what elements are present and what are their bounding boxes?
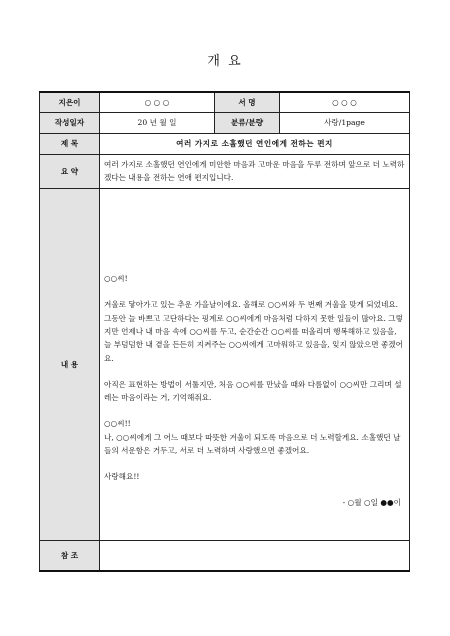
notes-value — [100, 540, 410, 571]
category-label: 분류/분량 — [215, 112, 280, 133]
subject-label: 제 목 — [40, 133, 100, 154]
author-row — [40, 92, 410, 112]
summary-value: 여러 가지로 소홀했던 연인에게 미안한 마음과 고마운 마음을 두루 전하며 앞으로 더 노력하겠다는 내용을 전하는 연애 편지입니다. — [100, 154, 410, 188]
signature-label: 서 명 — [215, 92, 280, 112]
letter-paragraph-3-head: ○○씨!! — [104, 419, 131, 429]
subject-row — [40, 133, 410, 154]
letter-closing: 사랑해요!! — [104, 472, 140, 482]
author-label: 지은이 — [40, 92, 100, 112]
letter-signoff: - ○월 ○일 ●●이 — [342, 497, 401, 507]
notes-row — [40, 540, 410, 571]
letter-paragraph-2: 아직은 표현하는 방법이 서툴지만, 처음 ○○씨를 만났을 때와 다름없이 ○○씨만 그리며 설레는 마음이라는 거, 기억해줘요. — [104, 379, 402, 403]
subject-value: 여러 가지로 소홀했던 연인에게 전하는 편지 — [100, 133, 410, 154]
content-row — [40, 188, 410, 540]
category-value: 사랑/1page — [280, 112, 410, 133]
date-value: 20 년 월 일 — [100, 112, 215, 133]
content-label: 내 용 — [40, 188, 100, 540]
author-value: ○ ○ ○ — [100, 92, 215, 112]
letter-body — [100, 188, 410, 540]
letter-paragraph-3: 나, ○○씨에게 그 어느 때보다 따뜻한 겨울이 되도록 마음으로 더 노력할게요. 소홀했던 날들의 서운함은 거두고, 서로 더 노력하며 사랑했으면 좋겠어요. — [104, 432, 401, 456]
date-row — [40, 112, 410, 133]
page-title: 개 요 — [207, 54, 243, 69]
summary-row — [40, 154, 410, 188]
summary-label: 요 약 — [40, 154, 100, 188]
signature-value: ○ ○ ○ — [280, 92, 410, 112]
date-label: 작성일자 — [40, 112, 100, 133]
notes-label: 참 조 — [40, 540, 100, 571]
overview-form — [39, 91, 410, 572]
letter-greeting: ○○씨! — [104, 274, 128, 284]
letter-paragraph-1: 겨울로 닿아가고 있는 추운 가을날이에요. 올해로 ○○씨와 두 번째 겨울을 맞게 되었네요. 그동안 늘 바쁘고 고단하다는 핑계로 ○○씨에게 마음처럼 다하지 못한 일들이 많아요. 그렇지만 언제나 내 마음 속에 ○○씨를 두고, 순간순간 ○○씨를 떠올리며 행복해하고 있음을, 늘 부덤덤한 내 곁을 든든히 지켜주는 ○○씨에게 고마워하고 있음을, 잊지 않았으면 좋겠어요. — [104, 300, 403, 363]
